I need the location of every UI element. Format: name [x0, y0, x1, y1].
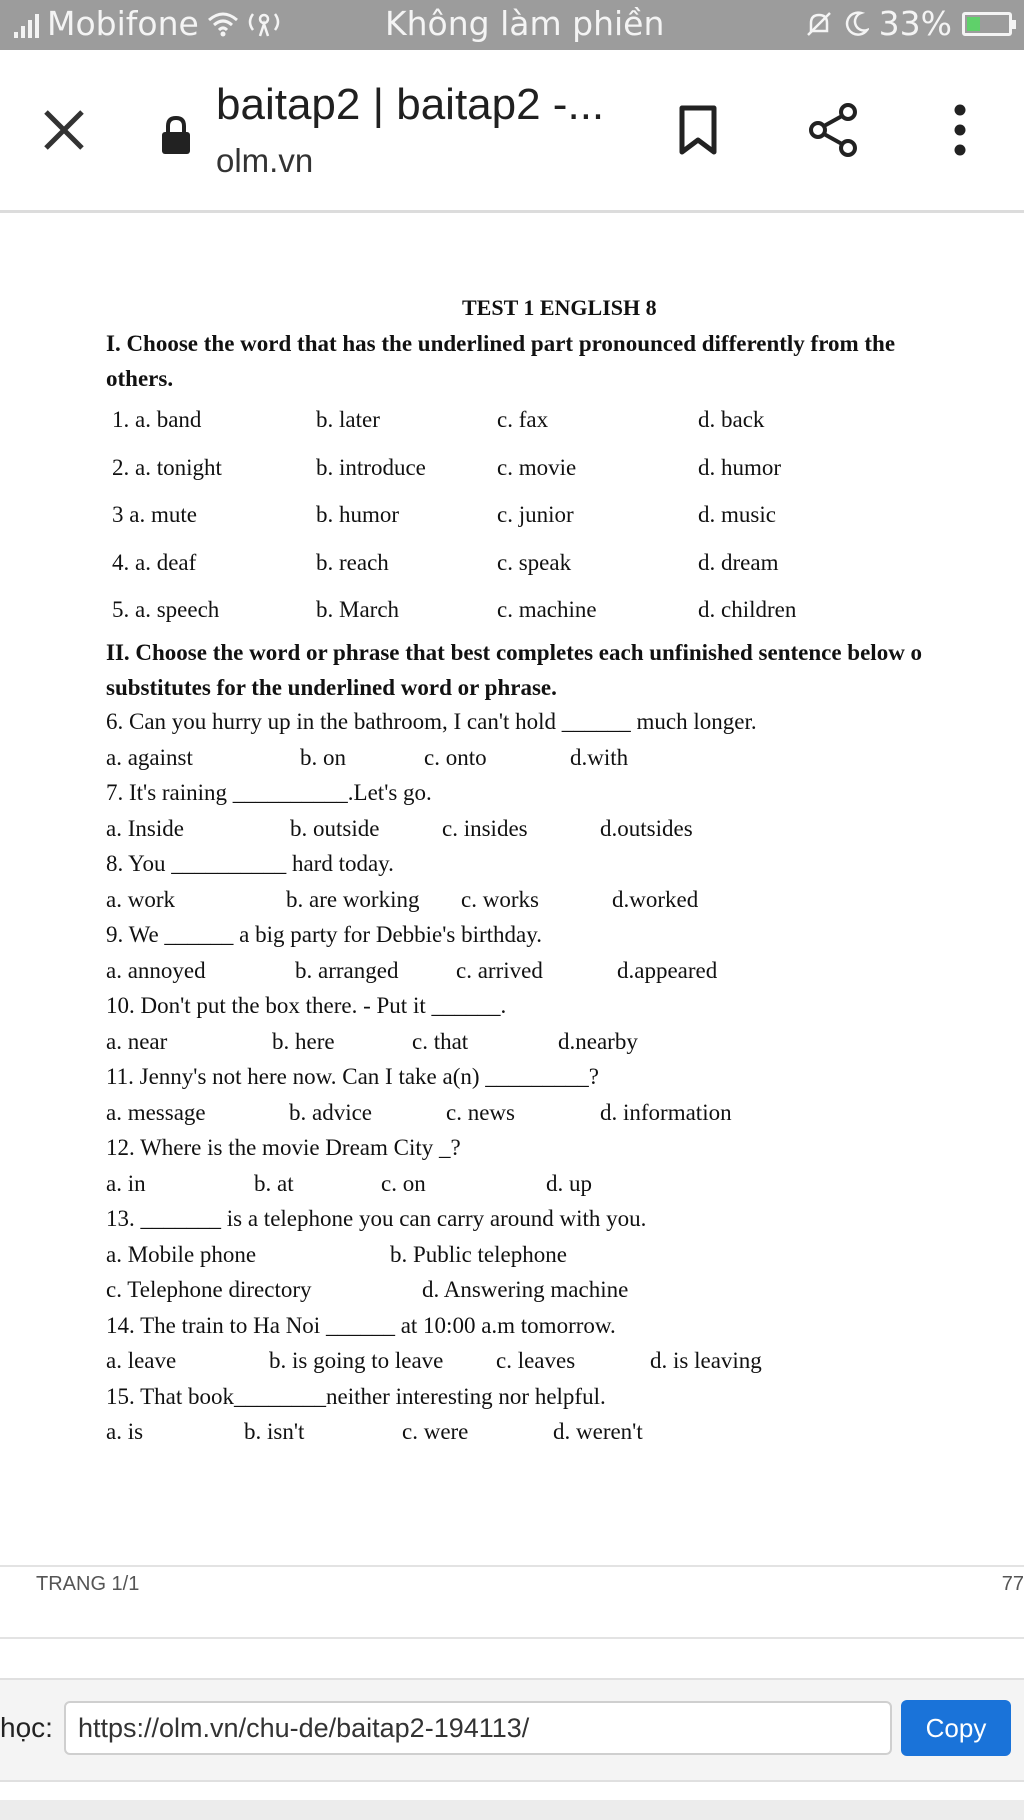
answer-option: b. at — [254, 1170, 294, 1196]
pron-question-option-a: 3 a. mute — [112, 502, 197, 527]
answer-option: b. outside — [290, 815, 380, 841]
pron-question-option: b. March — [316, 597, 400, 622]
answer-option: b. are working — [286, 886, 420, 912]
answer-option: c. arrived — [456, 957, 543, 983]
pron-question-option: d. humor — [698, 454, 782, 480]
answer-option: a. near — [106, 1028, 168, 1054]
pron-question-option-a: 2. a. tonight — [112, 454, 222, 480]
answer-option: a. in — [106, 1170, 146, 1196]
answer-option: c. leaves — [496, 1348, 576, 1373]
answer-option: d. is leaving — [650, 1348, 762, 1373]
answer-option: d.nearby — [558, 1028, 638, 1054]
page-number: TRANG 1/1 — [36, 1573, 140, 1595]
question-8: 8. You __________ hard today. — [106, 851, 394, 876]
answer-option: a. against — [106, 744, 193, 770]
test-title: TEST 1 ENGLISH 8 — [462, 295, 657, 320]
moon-icon — [843, 10, 869, 38]
answer-option: a. message — [106, 1099, 206, 1125]
answer-option: d. up — [546, 1170, 592, 1196]
answer-option: d.worked — [612, 886, 699, 912]
bookmark-icon[interactable] — [670, 102, 726, 158]
answer-option: b. advice — [289, 1099, 373, 1125]
wifi-icon — [207, 10, 239, 38]
question-7: 7. It's raining __________.Let's go. — [106, 780, 432, 805]
section-2-heading-cont: substitutes for the underlined word or phrase. — [106, 675, 557, 700]
section-2-heading: II. Choose the word or phrase that best completes each unfinished sentence below o — [106, 640, 923, 665]
bell-off-icon — [805, 10, 833, 38]
share-label: học: — [0, 1712, 53, 1743]
pron-question-option: c. speak — [497, 549, 572, 575]
answer-option: b. isn't — [244, 1419, 305, 1444]
pron-question-option-a: 1. a. band — [112, 407, 202, 432]
answer-option: a. leave — [106, 1348, 177, 1373]
answer-option: a. is — [106, 1419, 144, 1444]
answer-option: c. insides — [442, 815, 528, 841]
status-bar — [0, 0, 1024, 50]
pron-question-option: b. introduce — [316, 454, 426, 480]
answer-option: d. information — [600, 1099, 732, 1125]
answer-option: c. Telephone directory — [106, 1277, 312, 1302]
bottom-strip — [0, 1800, 1024, 1820]
battery-icon — [962, 12, 1012, 36]
answer-option: b. here — [272, 1028, 335, 1054]
question-15: 15. That book________neither interesting nor helpful. — [106, 1383, 606, 1409]
pron-question-option: c. junior — [497, 502, 574, 527]
pron-question-option: d. music — [698, 502, 776, 527]
pron-question-option: c. fax — [497, 407, 549, 432]
question-11: 11. Jenny's not here now. Can I take a(n) _________? — [106, 1064, 599, 1089]
answer-option: d.outsides — [600, 815, 693, 841]
section-1-heading-cont: others. — [106, 366, 174, 391]
answer-option: c. news — [446, 1099, 515, 1125]
answer-option: a. annoyed — [106, 957, 206, 983]
answer-option: c. on — [381, 1170, 426, 1196]
dnd-status: Không làm phiền — [385, 4, 665, 43]
page-count: 77 — [1001, 1573, 1024, 1595]
battery-percent: 33% — [878, 4, 952, 43]
question-12: 12. Where is the movie Dream City _? — [106, 1135, 461, 1160]
answer-option: d.appeared — [617, 957, 718, 983]
carrier-name: Mobifone — [47, 4, 199, 43]
battery-level — [967, 17, 980, 31]
browser-toolbar — [0, 50, 1024, 213]
pron-question-option: c. machine — [497, 597, 597, 622]
answer-option: c. that — [412, 1028, 469, 1054]
signal-icon — [14, 10, 39, 38]
answer-option: a. Inside — [106, 815, 184, 841]
answer-option: b. is going to leave — [269, 1348, 444, 1373]
pron-question-option: d. children — [698, 597, 797, 622]
more-menu-icon[interactable] — [932, 102, 988, 158]
pron-question-option: b. reach — [316, 549, 389, 575]
page-domain: olm.vn — [216, 142, 314, 179]
pron-question-option-a: 5. a. speech — [112, 597, 220, 622]
document-page — [0, 213, 1024, 1563]
lock-icon — [160, 115, 192, 155]
answer-option: d. Answering machine — [422, 1277, 629, 1302]
share-url-input[interactable]: https://olm.vn/chu-de/baitap2-194113/ — [64, 1701, 892, 1755]
answer-option: a. Mobile phone — [106, 1241, 257, 1267]
page-indicator-bar — [0, 1565, 1024, 1639]
pron-question-option: b. later — [316, 407, 380, 432]
question-14: 14. The train to Ha Noi ______ at 10:00 a.m tomorrow. — [106, 1312, 616, 1338]
pron-question-option: d. back — [698, 407, 765, 432]
answer-option: d.with — [570, 744, 629, 770]
answer-option: c. onto — [424, 744, 487, 770]
close-button[interactable] — [40, 100, 100, 160]
answer-option: a. work — [106, 886, 175, 912]
pron-question-option: d. dream — [698, 549, 779, 575]
answer-option: b. Public telephone — [390, 1241, 567, 1267]
copy-button[interactable]: Copy — [901, 1700, 1011, 1756]
question-9: 9. We ______ a big party for Debbie's birthday. — [106, 922, 543, 947]
pron-question-option: b. humor — [316, 502, 400, 527]
answer-option: c. were — [402, 1419, 469, 1444]
share-icon[interactable] — [806, 102, 862, 158]
question-6: 6. Can you hurry up in the bathroom, I can't hold ______ much longer. — [106, 709, 757, 734]
question-10: 10. Don't put the box there. - Put it ______. — [106, 993, 507, 1018]
question-13: 13. _______ is a telephone you can carry around with you. — [106, 1206, 647, 1231]
answer-option: b. arranged — [295, 957, 399, 983]
section-1-heading: I. Choose the word that has the underlined part pronounced differently from the — [106, 331, 896, 356]
answer-option: c. works — [461, 886, 539, 912]
pron-question-option: c. movie — [497, 454, 577, 480]
page-title: baitap2 | baitap2 -... — [216, 80, 605, 129]
answer-option: d. weren't — [553, 1419, 643, 1444]
close-icon[interactable] — [40, 106, 88, 154]
answer-option: b. on — [300, 744, 346, 770]
pron-question-option-a: 4. a. deaf — [112, 549, 197, 575]
hotspot-icon — [247, 10, 281, 38]
